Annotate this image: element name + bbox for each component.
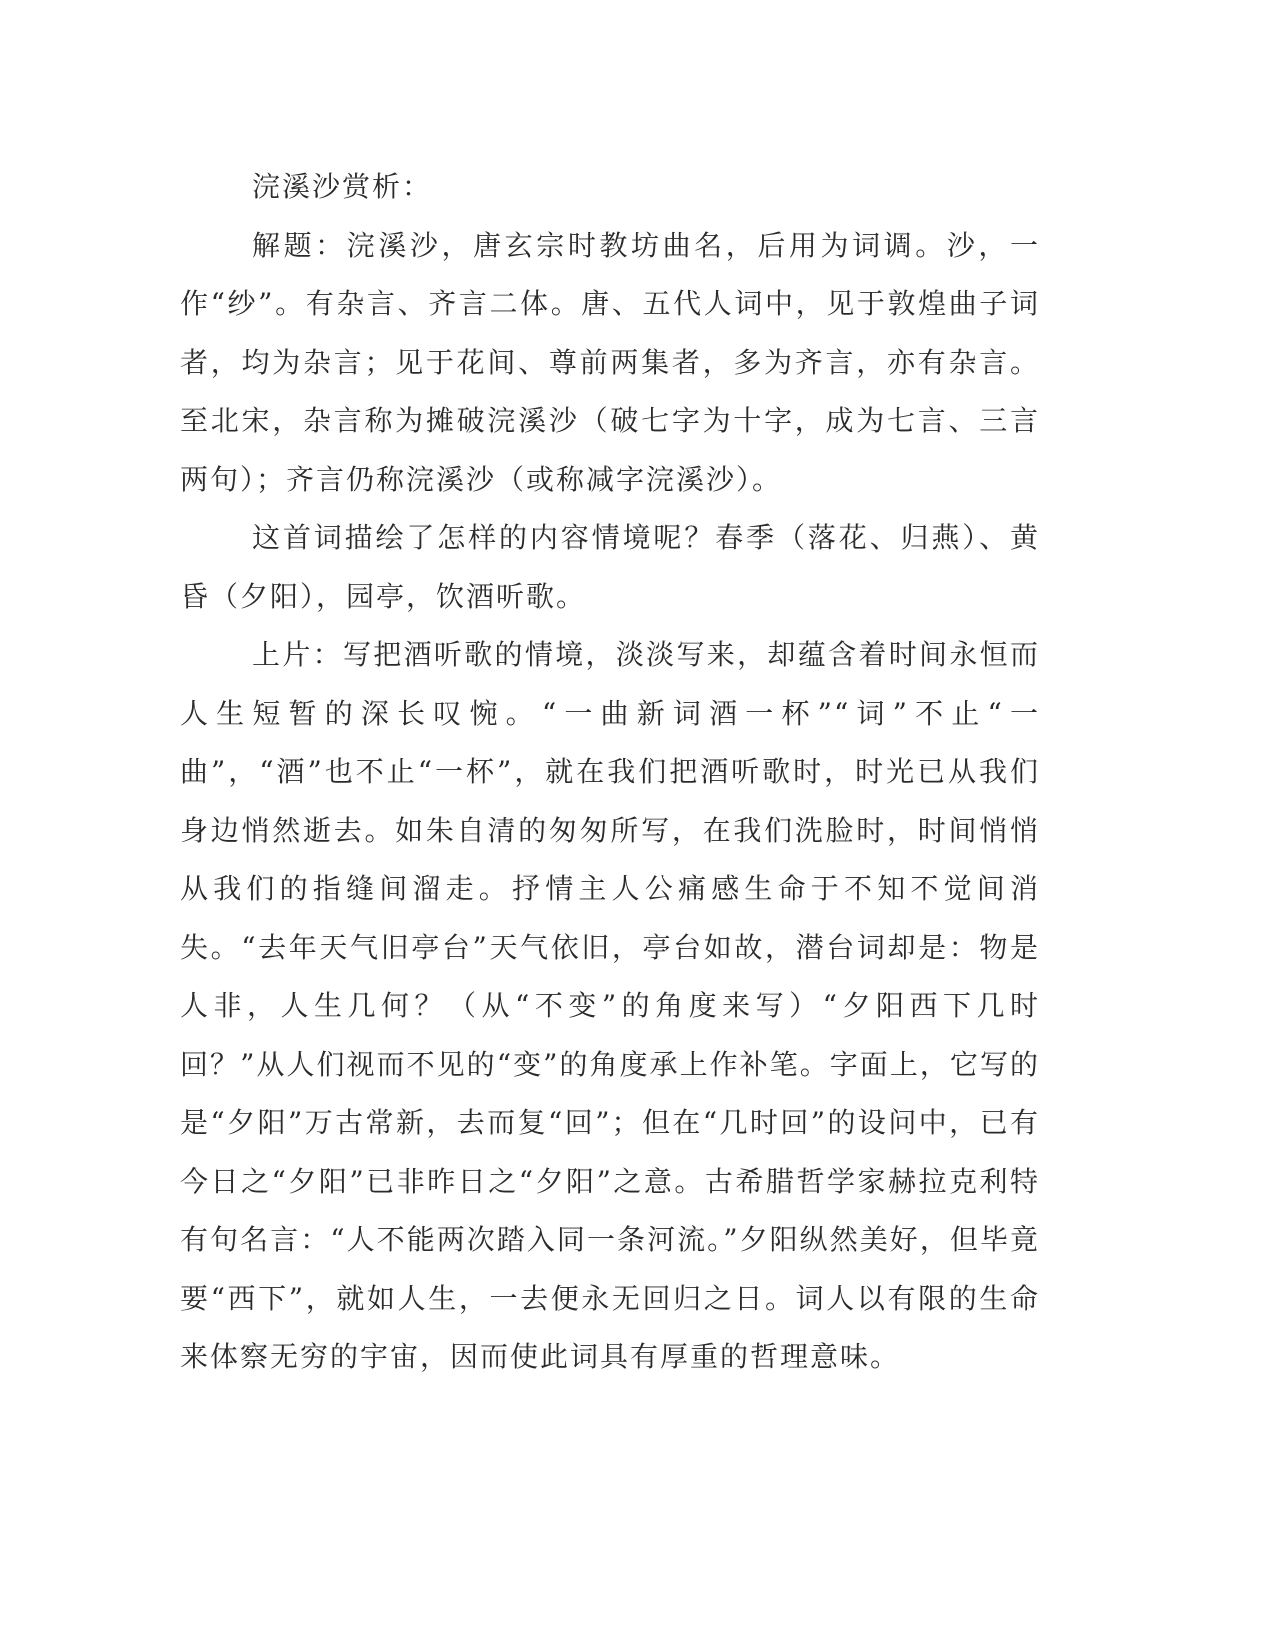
paragraph-first-stanza-analysis: 上片：写把酒听歌的情境，淡淡写来，却蕴含着时间永恒而人生短暂的深长叹惋。“一曲新词酒一杯”“词”不止“一曲”，“酒”也不止“一杯”，就在我们把酒听歌时，时光已从我们身边悄然逝去。如朱自清的匆匆所写，在我们洗脸时，时间悄悄从我们的指缝间溜走。抒情主人公痛感生命于不知不觉间消失。“去年天气旧亭台”天气依旧，亭台如故，潜台词却是：物是人非，人生几何？（从“不变”的角度来写）“夕阳西下几时回？”从人们视而不见的“变”的角度承上作补笔。字面上，它写的是“夕阳”万古常新，去而复“回”；但在“几时回”的设问中，已有今日之“夕阳”已非昨日之“夕阳”之意。古希腊哲学家赫拉克利特有句名言：“人不能两次踏入同一条河流。”夕阳纵然美好，但毕竟要“西下”，就如人生，一去便永无回归之日。词人以有限的生命来体察无穷的宇宙，因而使此词具有厚重的哲理意味。 xyxy=(180,638,1040,1373)
paragraph-title-explanation: 解题：浣溪沙，唐玄宗时教坊曲名，后用为词调。沙，一作“纱”。有杂言、齐言二体。唐、五代人词中，见于敦煌曲子词者，均为杂言；见于花间、尊前两集者，多为齐言，亦有杂言。至北宋，杂言称为摊破浣溪沙（破七字为十字，成为七言、三言两句）；齐言仍称浣溪沙（或称减字浣溪沙）。 xyxy=(180,228,1040,496)
paragraph-scene-description: 这首词描绘了怎样的内容情境呢？春季（落花、归燕）、黄昏（夕阳），园亭，饮酒听歌。 xyxy=(180,521,1040,613)
document-body xyxy=(180,158,1040,1387)
section-heading: 浣溪沙赏析： xyxy=(252,170,433,203)
